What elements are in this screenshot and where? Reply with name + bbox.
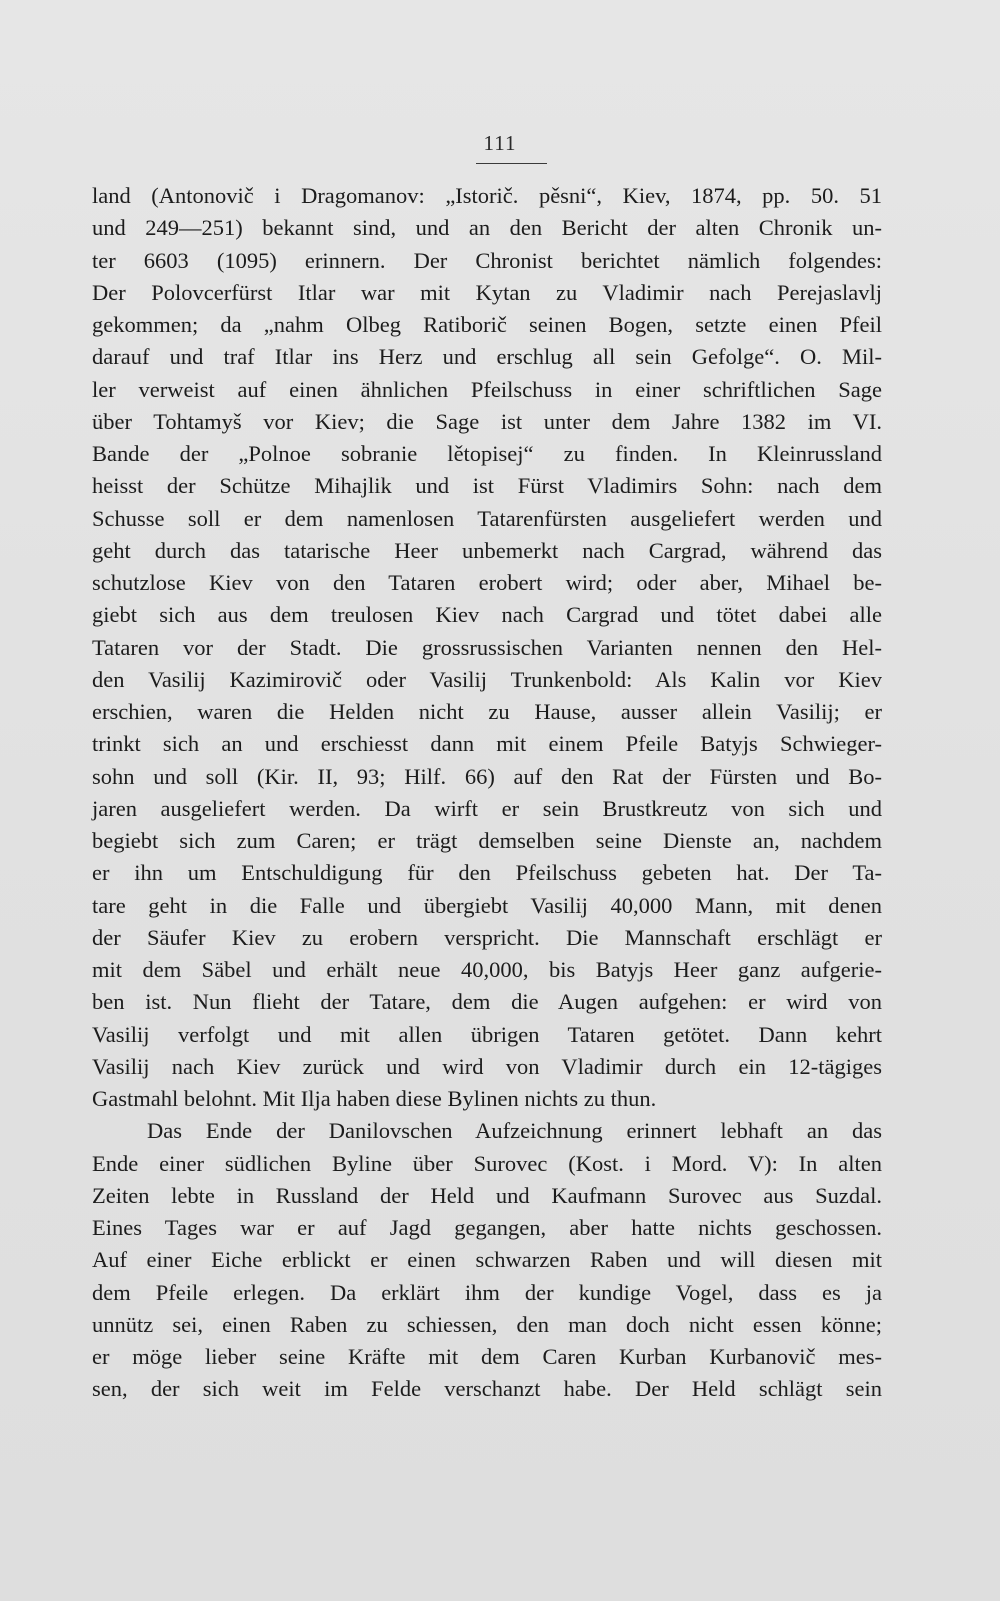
text-line: über Tohtamyš vor Kiev; die Sage ist unter dem Jahre 1382 im VI. xyxy=(92,408,882,434)
text-line: dem Pfeile erlegen. Da erklärt ihm der kundige Vogel, dass es ja xyxy=(92,1279,882,1305)
page-number: 111 xyxy=(483,131,517,155)
text-line: darauf und traf Itlar ins Herz und erschlug all sein Gefolge“. O. Mil- xyxy=(92,344,882,370)
text-line: ben ist. Nun flieht der Tatare, dem die Augen aufgehen: er wird von xyxy=(92,989,882,1015)
text-line: erschien, waren die Helden nicht zu Hause, ausser allein Vasilij; er xyxy=(92,699,882,724)
text-line: Vasilij nach Kiev zurück und wird von Vladimir durch ein 12-tägiges xyxy=(92,1053,882,1079)
text-line: begiebt sich zum Caren; er trägt demselben seine Dienste an, nachdem xyxy=(92,828,882,853)
body-text xyxy=(92,180,882,1406)
text-line: Bande der „Polnoe sobranie lětopisej“ zu finden. In Kleinrussland xyxy=(92,441,882,466)
text-line: giebt sich aus dem treulosen Kiev nach Cargrad und tötet dabei alle xyxy=(92,602,882,628)
text-line: tare geht in die Falle und übergiebt Vasilij 40,000 Mann, mit denen xyxy=(92,892,882,918)
text-line: sohn und soll (Kir. II, 93; Hilf. 66) auf den Rat der Fürsten und Bo- xyxy=(92,763,882,789)
text-line: gekommen; da „nahm Olbeg Ratiborič seinen Bogen, setzte einen Pfeil xyxy=(92,312,882,337)
text-line: Der Polovcerfürst Itlar war mit Kytan zu Vladimir nach Perejaslavlj xyxy=(92,279,882,305)
page-number-rule xyxy=(476,163,547,164)
text-line: jaren ausgeliefert werden. Da wirft er sein Brustkreutz von sich und xyxy=(92,795,882,821)
paragraph-start-line: Das Ende der Danilovschen Aufzeichnung erinnert lebhaft an das xyxy=(147,1118,882,1144)
text-line: Vasilij verfolgt und mit allen übrigen Tataren getötet. Dann kehrt xyxy=(92,1021,882,1047)
text-line: ter 6603 (1095) erinnern. Der Chronist berichtet nämlich folgendes: xyxy=(92,247,882,273)
text-line: den Vasilij Kazimirovič oder Vasilij Trunkenbold: Als Kalin vor Kiev xyxy=(92,666,882,692)
text-line: mit dem Säbel und erhält neue 40,000, bis Batyjs Heer ganz aufgerie- xyxy=(92,957,882,982)
text-line: schutzlose Kiev von den Tataren erobert wird; oder aber, Mihael be- xyxy=(92,570,882,595)
text-line: geht durch das tatarische Heer unbemerkt nach Cargrad, während das xyxy=(92,537,882,563)
text-line: er ihn um Entschuldigung für den Pfeilschuss gebeten hat. Der Ta- xyxy=(92,860,882,886)
text-line: Ende einer südlichen Byline über Surovec (Kost. i Mord. V): In alten xyxy=(92,1150,882,1176)
text-line: trinkt sich an und erschiesst dann mit einem Pfeile Batyjs Schwieger- xyxy=(92,731,882,757)
text-line: er möge lieber seine Kräfte mit dem Caren Kurban Kurbanovič mes- xyxy=(92,1344,882,1369)
text-line: Auf einer Eiche erblickt er einen schwarzen Raben und will diesen mit xyxy=(92,1247,882,1273)
text-line: sen, der sich weit im Felde verschanzt habe. Der Held schlägt sein xyxy=(92,1376,882,1402)
text-line: land (Antonovič i Dragomanov: „Istorič. pěsni“, Kiev, 1874, pp. 50. 51 xyxy=(92,183,882,208)
text-line: Gastmahl belohnt. Mit Ilja haben diese Bylinen nichts zu thun. xyxy=(92,1086,657,1111)
text-line: ler verweist auf einen ähnlichen Pfeilschuss in einer schriftlichen Sage xyxy=(92,376,882,402)
text-line: unnütz sei, einen Raben zu schiessen, den man doch nicht essen könne; xyxy=(92,1311,882,1337)
text-line: Tataren vor der Stadt. Die grossrussischen Varianten nennen den Hel- xyxy=(92,634,882,660)
text-line: und 249—251) bekannt sind, und an den Bericht der alten Chronik un- xyxy=(92,215,882,241)
text-line: heisst der Schütze Mihajlik und ist Fürst Vladimirs Sohn: nach dem xyxy=(92,473,882,499)
text-line: Eines Tages war er auf Jagd gegangen, aber hatte nichts geschossen. xyxy=(92,1215,882,1240)
text-line: Zeiten lebte in Russland der Held und Kaufmann Surovec aus Suzdal. xyxy=(92,1182,882,1208)
text-line: der Säufer Kiev zu erobern verspricht. Die Mannschaft erschlägt er xyxy=(92,924,882,950)
text-line: Schusse soll er dem namenlosen Tatarenfürsten ausgeliefert werden und xyxy=(92,505,882,531)
